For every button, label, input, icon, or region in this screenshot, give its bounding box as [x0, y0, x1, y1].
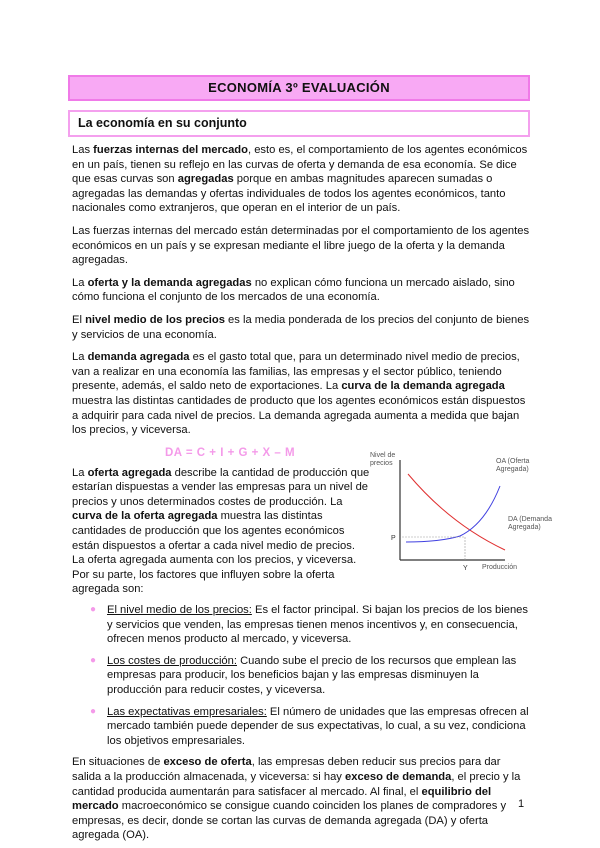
text: La: [72, 466, 88, 479]
paragraph-oferta-agregada: [72, 466, 370, 597]
document-body: [72, 143, 552, 848]
paragraph-fuerzas-internas: Las fuerzas internas del mercado están determinadas por el comportamiento de los agentes económicos en un país y se expresan mediante el libre juego de la oferta y la demanda agregadas.: [72, 224, 530, 267]
bullet-term: El nivel medio de los precios:: [107, 604, 252, 617]
y-axis-label: Nivel de precios: [370, 451, 396, 467]
bold-term: demanda agregada: [87, 351, 190, 364]
text: no explican cómo funciona un mercado aislado, sino cómo funciona el conjunto de los mercados de una economía.: [72, 276, 515, 304]
bullet-term: Las expectativas empresariales:: [107, 705, 267, 718]
paragraph-equilibrio: [72, 755, 532, 843]
text: La: [72, 276, 88, 289]
p-label: P: [391, 534, 396, 542]
text: En situaciones de: [72, 756, 164, 769]
y-label: Y: [463, 564, 468, 572]
bold-term: equilibrio del mercado: [72, 785, 492, 813]
bold-term: fuerzas internas del mercado: [93, 144, 248, 156]
text: porque en ambas magnitudes aparecen sumadas o agregadas las demandas y ofertas individuales de todos los agentes económicos, tanto nacionales como extranjeros, que operan en el interior de un país.: [72, 173, 506, 215]
bold-term: oferta agregada: [87, 466, 172, 479]
bullet-text: Es el factor principal. Si bajan los precios de los bienes y servicios que venden, las empresas tienen menos incentivos y, en consecuencia, ofrecen menos producto al mercado, y viceversa.: [107, 604, 528, 646]
bullet-icon: ●: [90, 604, 97, 616]
bullet-text: Cuando sube el precio de los recursos que emplean las empresas para producir, los beneficios bajan y las empresas disminuyen la producción para reducir costes, y viceversa.: [107, 654, 517, 696]
bullet-term: Los costes de producción:: [107, 654, 237, 667]
paragraph-oferta-demanda: [72, 276, 532, 305]
text: describe la cantidad de producción que estarían dispuestas a vender las empresas para un nivel de precios y unos determinados costes de producción. La: [72, 466, 370, 508]
bold-term: curva de la demanda agregada: [341, 380, 505, 393]
bullet-icon: ●: [90, 654, 97, 666]
bullet-expectativas: [90, 705, 532, 749]
text: La: [72, 351, 88, 364]
text: muestra las distintas cantidades de producción que los agentes económicos están dispuestos a ofertar a cada nivel medio de precios. La oferta agregada aumenta con los precios, y viceversa. Por su parte, los factores que influyen sobre la oferta agregada son:: [72, 510, 357, 596]
bullet-nivel-precios: [90, 603, 532, 647]
da-label: DA (Demanda Agregada): [508, 515, 552, 531]
paragraph-nivel-precios: [72, 313, 532, 342]
text: , las empresas deben reducir sus precios para dar salida a la producción almacenada, y viceversa: si hay: [72, 756, 501, 783]
text: es el gasto total que, para un determinado nivel medio de precios, van a realizar en una economía las familias, las empresas y el sector público, teniendo presente, además, el saldo neto de exportaciones. La: [72, 351, 520, 393]
document-title: ECONOMÍA 3º EVALUACIÓN: [68, 75, 530, 101]
bold-term: curva de la oferta agregada: [72, 510, 218, 523]
bold-term: exceso de oferta: [163, 756, 252, 769]
bold-term: nivel medio de los precios: [85, 313, 225, 326]
formula-da: DA = C + I + G + X – M: [165, 446, 296, 459]
text: El: [72, 313, 86, 326]
bold-term: exceso de demanda: [345, 770, 452, 783]
text: es la media ponderada de los precios del conjunto de bienes y servicios de una economía.: [72, 313, 530, 341]
oa-da-diagram: [370, 451, 552, 579]
text: , el precio y la cantidad producida aumentarán para satisfacer al mercado. Al final, el: [72, 770, 521, 798]
text: Las: [72, 144, 94, 156]
text: muestra las distintas cantidades de producto que los agentes económicos están dispuestos a adquirir para cada nivel de precios. La demanda agregada aumenta a medida que bajan los precios, y viceversa.: [72, 394, 526, 437]
bullet-icon: ●: [90, 705, 97, 717]
text: macroeconómico se consigue cuando coinciden los planes de compradores y empresas, es decir, donde se cortan las curvas de demanda agregada (DA) y oferta agregada (OA).: [72, 800, 507, 842]
oa-curve: [406, 486, 500, 542]
paragraph-demanda-agregada: [72, 350, 532, 438]
text: , esto es, el comportamiento de los agentes económicos en un país, tienen su reflejo en las curvas de oferta y demanda de esa economía. Se dice que esas curvas son: [72, 144, 528, 186]
da-curve: [408, 474, 505, 550]
paragraph-fuerzas: [72, 143, 532, 216]
bullet-costes: [90, 654, 532, 698]
section-heading: La economía en su conjunto: [68, 110, 530, 137]
page-number: 1: [518, 798, 525, 810]
bullet-text: El número de unidades que las empresas ofrecen al mercado también puede depender de sus expectativas, lo cual, a su vez, condiciona los objetivos empresariales.: [107, 705, 529, 747]
bold-term: oferta y la demanda agregadas: [87, 276, 252, 289]
bold-term: agregadas: [177, 173, 234, 186]
x-axis-label: Producción: [482, 563, 518, 571]
oa-label: OA (Oferta Agregada): [496, 457, 530, 473]
